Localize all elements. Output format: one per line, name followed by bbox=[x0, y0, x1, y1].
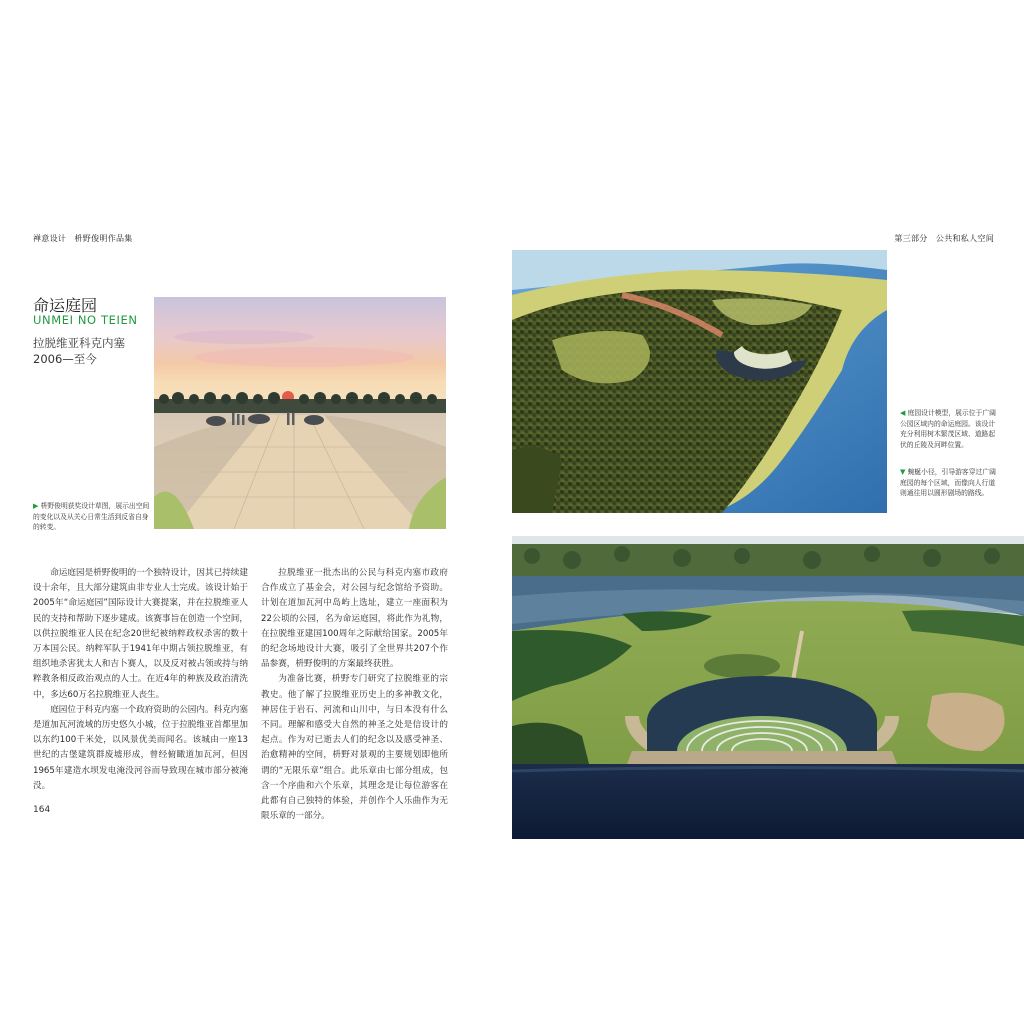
caption-pointer-icon: ▶ bbox=[33, 502, 39, 510]
caption-pointer-down-icon: ▼ bbox=[900, 468, 906, 476]
model-caption bbox=[900, 408, 1000, 450]
article-title: 命运庭园 bbox=[33, 296, 98, 315]
running-header-right: 第三部分 公共和私人空间 bbox=[894, 234, 994, 243]
design-sketch-image bbox=[154, 297, 446, 529]
body-column-2 bbox=[261, 566, 448, 824]
body-paragraph: 为准备比赛，枡野专门研究了拉脱维亚的宗教史。他了解了拉脱维亚历史上的多神教文化，神居住于岩石、河流和山川中，与日本没有什么不同。理解和感受大自然的神圣之处是信设计的起点。作为对已逝去人们的纪念以及感受神圣、治愈精神的空间，枡野对景观的主要规划即他所谓的“无限乐章”组合。此乐章由七部分组成，包含一个序曲和六个乐章，其理念是让每位游客在此都有自己独特的体验，并创作个人乐曲作为无限乐章的一部分。 bbox=[261, 674, 448, 822]
model-caption-text: 庭园设计模型，展示位于广阔公园区域内的命运庭园。该设计充分利用树木繁茂区域、道路起伏的丘陵及河畔位置。 bbox=[900, 409, 996, 449]
body-column-1 bbox=[33, 566, 248, 794]
garden-model-photo bbox=[512, 250, 887, 513]
article-title-english: UNMEI NO TEIEN bbox=[33, 313, 138, 327]
body-paragraph: 命运庭园是枡野俊明的一个独特设计，因其已持续建设十余年，且大部分建筑由非专业人士完成。该设计始于2005年“命运庭园”国际设计大赛提案，并在拉脱维亚人民的支持和帮助下逐步建成。该赛事旨在创造一个空间，以供拉脱维亚人民在纪念20世纪被纳粹政权杀害的数十万本国公民。纳粹军队于1941年中期占领拉脱维亚，有组织地杀害犹太人和吉卜赛人，以及反对被占领或持与纳粹教条相反政治观点的人士。在近4年的种族及政治清洗中，多达60万名拉脱维亚人丧生。 bbox=[33, 568, 248, 700]
aerial-caption bbox=[900, 467, 1000, 499]
aerial-caption-text: 蜿蜒小径，引导游客穿过广阔庭园的每个区域，而像向人行道则通往用以圆形剧场的路线。 bbox=[900, 468, 996, 497]
page-number: 164 bbox=[33, 805, 51, 815]
caption-pointer-left-icon: ◀ bbox=[900, 409, 906, 417]
body-paragraph: 庭园位于科克内塞一个政府资助的公园内。科克内塞是道加瓦河流域的历史悠久小城，位于拉脱维亚首都里加以东约100千米处，以风景优美而闻名。该城由一座13世纪的古堡建筑群废墟形成，曾经俯瞰道加瓦河，但因1965年建造水坝发电淹没河谷而导致现在城市部分被淹没。 bbox=[33, 704, 248, 791]
article-years: 2006—至今 bbox=[33, 352, 97, 366]
aerial-photo bbox=[512, 536, 1024, 839]
body-paragraph: 拉脱维亚一批杰出的公民与科克内塞市政府合作成立了基金会，对公园与纪念馆给予资助。计划在道加瓦河中岛屿上选址，建立一座面积为22公顷的公园，名为命运庭园，将此作为礼物，在拉脱维亚建国100周年之际献给国家。2005年的纪念场地设计大赛，吸引了全世界共207个作品参赛，枡野俊明的方案最终获胜。 bbox=[261, 568, 448, 670]
article-location: 拉脱维亚科克内塞 bbox=[33, 336, 125, 350]
sketch-caption-text: 枡野俊明获奖设计草图，展示出空间的变化以及从关心日常生活到反省自身的转变。 bbox=[33, 502, 150, 531]
running-header-left: 禅意设计 枡野俊明作品集 bbox=[33, 234, 133, 243]
sketch-caption bbox=[33, 501, 153, 533]
